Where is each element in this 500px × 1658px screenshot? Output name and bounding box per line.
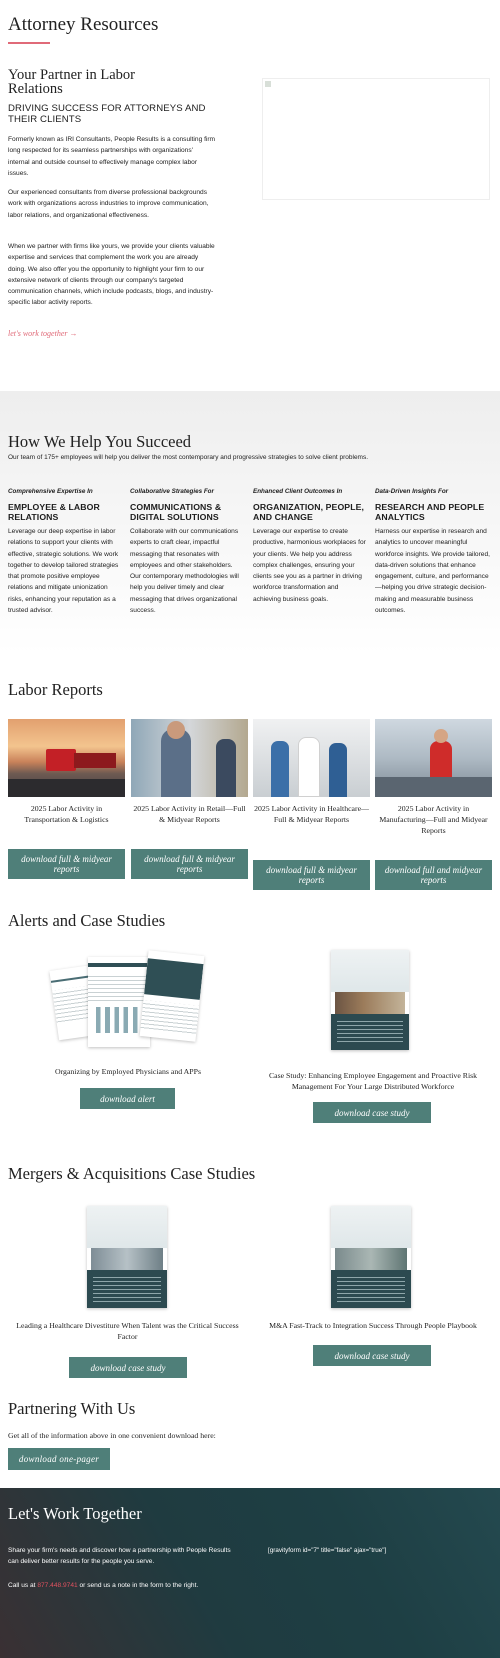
report-title: 2025 Labor Activity in Retail—Full & Midyear Reports — [133, 804, 246, 824]
download-healthcare-report-button[interactable]: download full & midyear reports — [253, 860, 370, 890]
partnering-section — [0, 1395, 500, 1485]
help-subheading: Our team of 175+ employees will help you deliver the most contemporary and progressive strategies to solve client problems. — [8, 454, 369, 461]
help-body: Leverage our expertise to create productive, harmonious workplaces for your clients. We help you address complex challenges, ensuring your clients see you as a partner in driving workforce transformation and achieving business goals. — [253, 528, 366, 603]
download-mna-case-study-button-1[interactable]: download case study — [69, 1357, 187, 1378]
labor-reports-heading: Labor Reports — [8, 680, 103, 699]
help-tag: Collaborative Strategies For — [130, 488, 214, 495]
help-title: COMMUNICATIONS & DIGITAL SOLUTIONS — [130, 502, 222, 522]
download-manufacturing-report-button[interactable]: download full and midyear reports — [375, 860, 492, 890]
help-body: Harness our expertise in research and analytics to uncover meaningful workforce insights. We provide tailored, data-driven solutions that enhance engagement, culture, and performance—helping you drive strategic decision-making and measurable business outcomes. — [375, 528, 490, 615]
lets-work-together-link[interactable]: let's work together → — [8, 329, 78, 338]
footer-paragraph: Share your firm's needs and discover how a partnership with People Results can deliver better results for the people you serve. — [8, 1547, 231, 1566]
partnering-text: Get all of the information above in one convenient download here: — [8, 1431, 216, 1440]
intro-paragraph-2: Our experienced consultants from diverse professional backgrounds work with organizations across industries to improve communication, labor relations, and organizational effectiveness. — [8, 189, 209, 219]
manufacturing-photo — [375, 719, 492, 797]
report-title: 2025 Labor Activity in Transportation & Logistics — [24, 804, 109, 824]
download-one-pager-button[interactable]: download one-pager — [8, 1448, 110, 1470]
healthcare-photo — [253, 719, 370, 797]
footer-call-line — [8, 1580, 248, 1591]
download-mna-case-study-button-2[interactable]: download case study — [313, 1345, 431, 1366]
alert-title: Organizing by Employed Physicians and APPs — [54, 1067, 202, 1076]
download-alert-button[interactable]: download alert — [80, 1088, 175, 1109]
case-study-title: Case Study: Enhancing Employee Engagement and Proactive Risk Management For Your Large Distributed Workforce — [268, 1071, 478, 1091]
partnering-heading: Partnering With Us — [8, 1399, 136, 1418]
alerts-section — [0, 905, 500, 1155]
video-embed-placeholder[interactable] — [262, 78, 490, 200]
mna-case-title: Leading a Healthcare Divestiture When Talent was the Critical Success Factor — [16, 1321, 239, 1341]
help-body: Collaborate with our communications experts to craft clear, impactful messaging that resonates with employees and other stakeholders. Our contemporary methodologies will help you deliver timely and clear messaging that drives organizational success. — [130, 528, 239, 615]
intro-paragraph-3: When we partner with firms like yours, we provide your clients valuable expertise and services that complement the work you are already doing. We also offer you the opportunity to highlight your firm to our extensive network of clients through our company's targeted communication channels, which include podcasts, blogs, and industry-specific labor activity reports. — [8, 243, 215, 307]
transportation-photo — [8, 719, 125, 797]
help-body: Leverage our deep expertise in labor relations to support your clients with effective, strategic solutions. We work together to develop tailored strategies that promote positive employee relations and mitigate unionization risks, enhancing your reputation as a trusted advisor. — [8, 528, 119, 615]
mna-document-thumbnail-2 — [331, 1206, 411, 1308]
contact-form-shortcode: [gravityform id="7" title="false" ajax="true"] — [268, 1547, 387, 1554]
mna-case-title: M&A Fast-Track to Integration Success Through People Playbook — [269, 1321, 477, 1330]
help-column-4 — [375, 488, 493, 616]
mna-document-thumbnail-1 — [87, 1206, 167, 1308]
intro-heading: Your Partner in Labor Relations — [8, 67, 135, 97]
page-title: Attorney Resources — [8, 14, 159, 35]
help-column-2 — [130, 488, 245, 616]
download-transportation-report-button[interactable]: download full & midyear reports — [8, 849, 125, 879]
help-title: ORGANIZATION, PEOPLE, AND CHANGE — [253, 502, 365, 522]
retail-photo — [131, 719, 248, 797]
help-column-1 — [8, 488, 123, 616]
footer-heading: Let's Work Together — [8, 1504, 142, 1523]
phone-link[interactable]: 877.448.9741 — [37, 1582, 78, 1589]
intro-paragraph-1: Formerly known as IRI Consultants, People Results is a consulting firm long respected for its seamless partnerships with organizations' internal and outside counsel to effectively manage complex labor issues. — [8, 136, 216, 177]
call-prefix: Call us at — [8, 1582, 38, 1589]
mna-section — [0, 1160, 500, 1390]
help-tag: Comprehensive Expertise In — [8, 488, 93, 495]
footer-section — [0, 1488, 500, 1658]
help-title: RESEARCH AND PEOPLE ANALYTICS — [375, 502, 485, 522]
help-section — [0, 391, 500, 654]
title-accent-line — [8, 42, 50, 44]
call-suffix: or send us a note in the form to the right. — [77, 1582, 199, 1589]
download-case-study-button[interactable]: download case study — [313, 1102, 431, 1123]
broken-image-icon — [265, 81, 271, 87]
page-header — [0, 0, 500, 60]
alerts-heading: Alerts and Case Studies — [8, 911, 166, 930]
help-column-3 — [253, 488, 368, 605]
report-title: 2025 Labor Activity in Healthcare—Full & Midyear Reports — [254, 804, 369, 824]
help-tag: Enhanced Client Outcomes In — [253, 488, 343, 495]
help-title: EMPLOYEE & LABOR RELATIONS — [8, 502, 100, 522]
help-heading: How We Help You Succeed — [8, 432, 192, 451]
intro-section — [0, 60, 500, 370]
report-title: 2025 Labor Activity in Manufacturing—Full and Midyear Reports — [379, 804, 488, 835]
mna-heading: Mergers & Acquisitions Case Studies — [8, 1164, 256, 1183]
labor-reports-section — [0, 670, 500, 900]
case-study-document-thumbnail — [331, 950, 409, 1050]
intro-subheading: DRIVING SUCCESS FOR ATTORNEYS AND THEIR CLIENTS — [8, 103, 206, 125]
download-retail-report-button[interactable]: download full & midyear reports — [131, 849, 248, 879]
help-tag: Data-Driven Insights For — [375, 488, 449, 495]
alert-document-thumbnail — [48, 953, 206, 1063]
